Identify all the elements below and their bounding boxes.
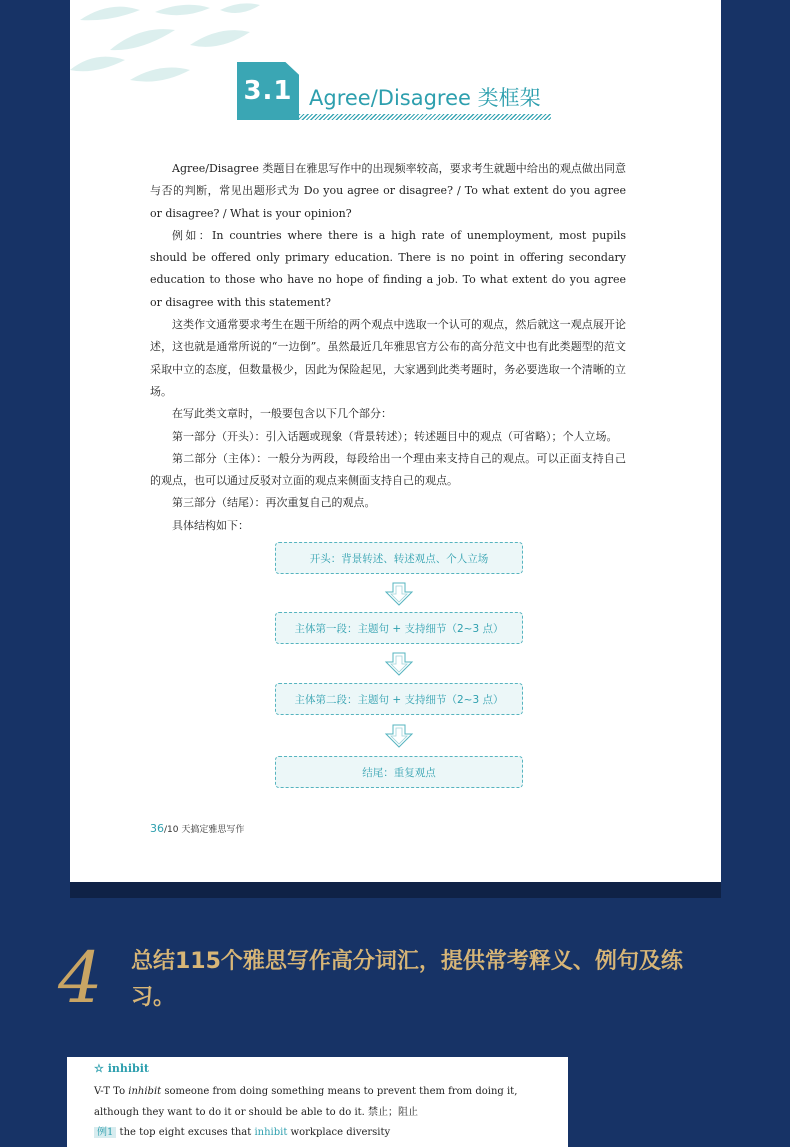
vocab-example — [94, 1123, 390, 1138]
body-paragraph: 第三部分（结尾）：再次重复自己的观点。 — [172, 496, 376, 510]
page-footer — [150, 822, 244, 835]
example-text-post: workplace diversity — [287, 1127, 391, 1138]
section-heading — [237, 62, 557, 122]
section-title: Agree/Disagree 类框架 — [309, 86, 541, 110]
book-title: /10 天搞定雅思写作 — [164, 825, 245, 835]
vocabulary-sample-page — [67, 1057, 568, 1147]
definition-rest: someone from doing something means to prevent them from doing it, although they want to do it or should be able to do it. 禁止；阻止 — [94, 1086, 518, 1118]
body-paragraph: 这类作文通常要求考生在题干所给的两个观点中选取一个认可的观点，然后就这一观点展开论述，这也就是通常所说的“一边倒”。虽然最近几年雅思官方公布的高分范文中也有此类题型的范文采取中立的态度，但数量极少，因此为保险起见，大家遇到此类考题时，务必要选取一个清晰的立场。 — [150, 318, 626, 398]
down-arrow-icon — [384, 652, 414, 676]
feature-description: 总结115个雅思写作高分词汇，提供常考释义、例句及练习。 — [131, 949, 683, 1010]
page-number: 36 — [150, 822, 164, 835]
definition-prefix: V-T To — [94, 1086, 129, 1097]
down-arrow-icon — [384, 724, 414, 748]
vocab-headword: ☆ inhibit — [94, 1062, 149, 1075]
bamboo-leaves-decoration — [70, 0, 260, 90]
body-paragraph: Agree/Disagree 类题目在雅思写作中的出现频率较高，要求考生就题中给出的观点做出同意与否的判断，常见出题形式为 Do you agree or disagree? / To what extent do you agree or disagree? / What is your opinion? — [150, 162, 626, 220]
page-shadow — [70, 882, 721, 898]
heading-underline — [299, 114, 551, 120]
flow-step-conclusion: 结尾：重复观点 — [275, 756, 523, 788]
flow-step-intro: 开头：背景转述、转述观点、个人立场 — [275, 542, 523, 574]
section-number: 3.1 — [243, 76, 293, 106]
flow-step-body-1: 主体第一段：主题句 + 支持细节（2~3 点） — [275, 612, 523, 644]
body-text — [150, 158, 626, 537]
body-paragraph: 第二部分（主体）：一般分为两段，每段给出一个理由来支持自己的观点。可以正面支持自己的观点，也可以通过反驳对立面的观点来侧面支持自己的观点。 — [150, 451, 626, 488]
structure-flowchart — [275, 542, 523, 792]
down-arrow-icon — [384, 582, 414, 606]
body-paragraph: 第一部分（开头）：引入话题或现象（背景转述）；转述题目中的观点（可省略）；个人立场。 — [172, 429, 618, 443]
example-highlight-word: inhibit — [254, 1127, 288, 1138]
vocab-definition — [94, 1081, 554, 1123]
example-text-pre: the top eight excuses that — [116, 1127, 255, 1138]
definition-word: inhibit — [128, 1086, 162, 1097]
book-page — [70, 0, 721, 882]
example-tag: 例1 — [94, 1127, 116, 1138]
feature-number: 4 — [58, 937, 103, 1019]
body-paragraph: 具体结构如下： — [172, 518, 249, 532]
flow-step-body-2: 主体第二段：主题句 + 支持细节（2~3 点） — [275, 683, 523, 715]
body-paragraph: 例如：In countries where there is a high rate of unemployment, most pupils should be offered only primary education. There is no point in offering secondary education to those who have no hope of finding a job. To what extent do you agree or disagree with this statement? — [150, 228, 626, 309]
body-paragraph: 在写此类文章时，一般要包含以下几个部分： — [172, 407, 392, 421]
